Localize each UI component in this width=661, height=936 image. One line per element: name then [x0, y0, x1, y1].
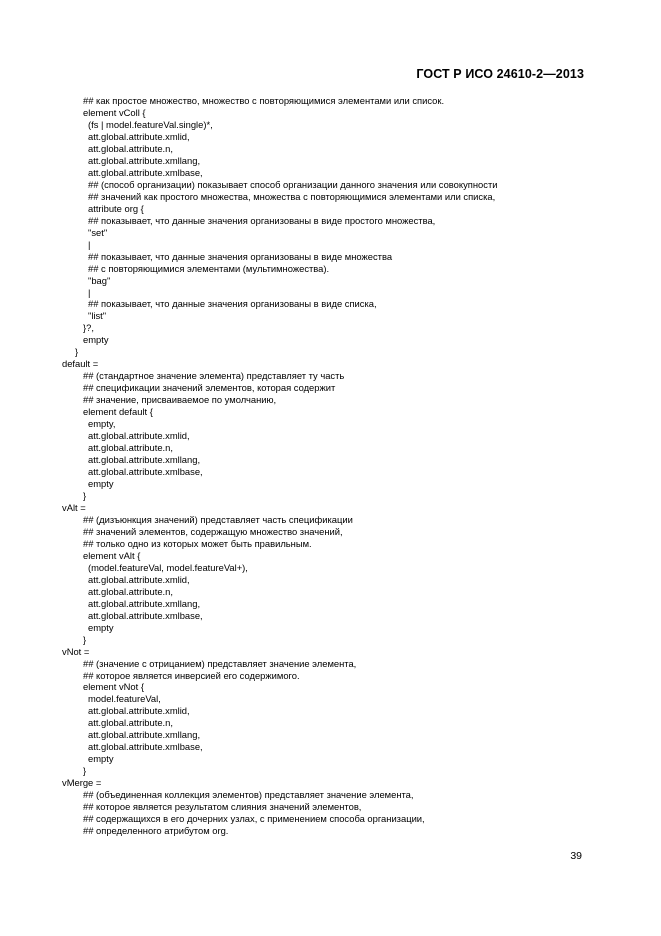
code-line: att.global.attribute.xmllang,	[88, 597, 201, 609]
code-line: vNot =	[62, 645, 90, 657]
code-line: default =	[62, 358, 99, 370]
document-header: ГОСТ Р ИСО 24610-2—2013	[416, 67, 584, 81]
code-line: att.global.attribute.xmlid,	[88, 430, 190, 442]
code-line: ## показывает, что данные значения организованы в виде списка,	[88, 298, 377, 310]
code-line: |	[88, 238, 91, 250]
code-line: att.global.attribute.xmlid,	[88, 130, 190, 142]
code-line: empty	[88, 621, 114, 633]
code-line: element vAlt {	[83, 549, 141, 561]
code-line: ## значение, присваиваемое по умолчанию,	[83, 394, 277, 406]
code-line: vMerge =	[62, 777, 102, 789]
code-line: att.global.attribute.xmllang,	[88, 729, 201, 741]
code-line: (model.featureVal, model.featureVal+),	[88, 561, 248, 573]
code-line: ## (способ организации) показывает способ организации данного значения или совокупности	[88, 178, 498, 190]
code-line: }	[75, 346, 79, 358]
code-line: ## значений как простого множества, множества с повторяющимися элементами или списка,	[88, 190, 496, 202]
code-line: "set"	[88, 226, 108, 238]
code-line: }	[83, 633, 87, 645]
code-line: att.global.attribute.xmlid,	[88, 705, 190, 717]
code-line: }?,	[83, 322, 94, 334]
code-line: model.featureVal,	[88, 693, 161, 705]
code-line: ## определенного атрибутом org.	[83, 825, 229, 837]
code-line: ## (дизъюнкция значений) представляет часть спецификации	[83, 513, 353, 525]
page-number: 39	[570, 850, 582, 862]
code-line: ## (стандартное значение элемента) представляет ту часть	[83, 370, 345, 382]
code-line: element default {	[83, 406, 153, 418]
code-line: }	[83, 765, 87, 777]
code-line: ## спецификации значений элементов, которая содержит	[83, 382, 336, 394]
code-line: att.global.attribute.xmlbase,	[88, 166, 203, 178]
code-line: (fs | model.featureVal.single)*,	[88, 118, 213, 130]
code-line: att.global.attribute.n,	[88, 442, 173, 454]
code-line: "bag"	[88, 274, 111, 286]
code-line: empty	[83, 334, 109, 346]
code-line: ## (значение с отрицанием) представляет значение элемента,	[83, 657, 357, 669]
code-line: element vColl {	[83, 106, 146, 118]
code-line: empty	[88, 478, 114, 489]
code-line: ## показывает, что данные значения организованы в виде множества	[88, 250, 393, 262]
code-line: att.global.attribute.n,	[88, 585, 173, 597]
code-line: att.global.attribute.xmlbase,	[88, 466, 203, 478]
code-line: att.global.attribute.xmlbase,	[88, 609, 203, 621]
code-line: ## содержащихся в его дочерних узлах, с применением способа организации,	[83, 813, 425, 825]
code-line: att.global.attribute.xmlbase,	[88, 741, 203, 753]
code-line: empty	[88, 753, 114, 765]
code-line: att.global.attribute.n,	[88, 142, 173, 154]
code-line: vAlt =	[62, 501, 86, 513]
code-line: att.global.attribute.xmllang,	[88, 454, 201, 466]
code-line: element vNot {	[83, 681, 144, 693]
code-listing	[62, 95, 602, 837]
code-line: |	[88, 286, 91, 298]
code-line: att.global.attribute.xmlid,	[88, 573, 190, 585]
code-line: attribute org {	[88, 202, 144, 214]
code-line: ## только одно из которых может быть правильным.	[83, 537, 312, 549]
code-line: ## значений элементов, содержащую множество значений,	[83, 525, 343, 537]
code-line: ## которое является инверсией его содержимого.	[83, 669, 300, 681]
code-line: ## которое является результатом слияния значений элементов,	[83, 801, 362, 813]
code-line: ## с повторяющимися элементами (мультимножества).	[88, 262, 330, 274]
code-line: }	[83, 489, 87, 501]
code-line: ## как простое множество, множество с повторяющимися элементами или список.	[83, 95, 445, 106]
code-line: "list"	[88, 310, 107, 322]
code-line: att.global.attribute.n,	[88, 717, 173, 729]
code-line: ## показывает, что данные значения организованы в виде простого множества,	[88, 214, 436, 226]
code-line: att.global.attribute.xmllang,	[88, 154, 201, 166]
code-line: ## (объединенная коллекция элементов) представляет значение элемента,	[83, 789, 414, 801]
code-line: empty,	[88, 418, 116, 430]
